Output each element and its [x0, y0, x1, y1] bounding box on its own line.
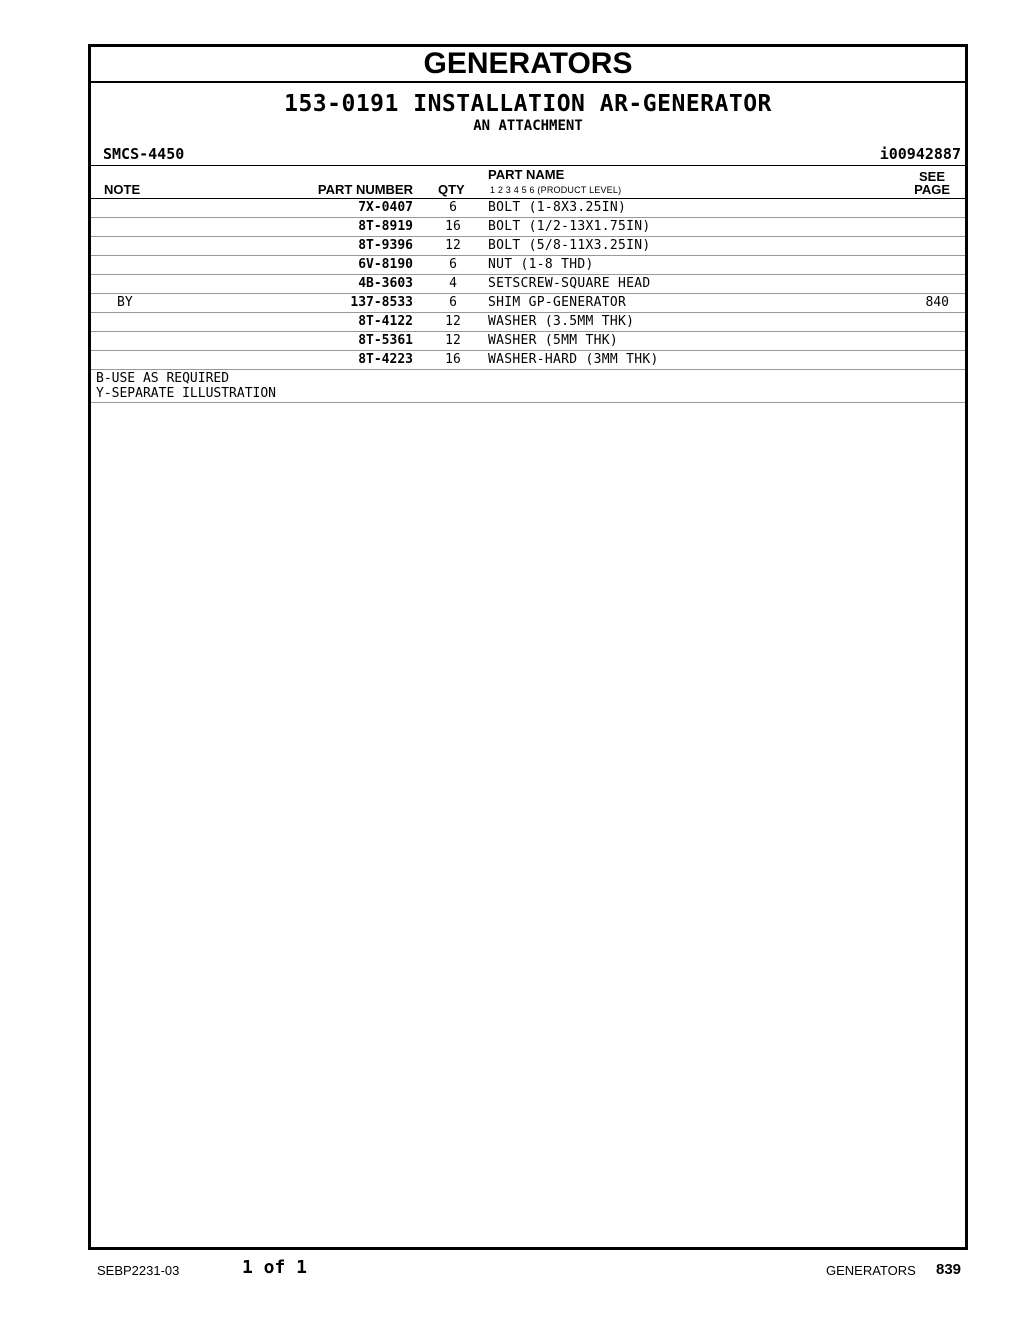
row-part-number: 8T-5361	[358, 333, 413, 348]
header-note: NOTE	[104, 182, 141, 197]
notes-legend	[91, 370, 965, 403]
section-title: GENERATORS	[91, 47, 965, 83]
table-row	[91, 294, 965, 313]
header-product-levels: 1 2 3 4 5 6 (PRODUCT LEVEL)	[490, 185, 622, 195]
row-qty: 16	[445, 219, 461, 234]
row-part-name: NUT (1-8 THD)	[488, 257, 594, 272]
row-qty: 4	[449, 276, 457, 291]
row-part-number: 7X-0407	[358, 200, 413, 215]
parts-table-body	[91, 199, 965, 370]
header-part-name: PART NAME	[488, 167, 565, 182]
table-row	[91, 332, 965, 351]
header-qty: QTY	[438, 182, 465, 197]
note-line: B-USE AS REQUIRED	[96, 371, 230, 386]
row-part-name: WASHER-HARD (3MM THK)	[488, 352, 659, 367]
table-row	[91, 256, 965, 275]
row-part-name: WASHER (5MM THK)	[488, 333, 619, 348]
page-footer	[0, 1254, 1020, 1284]
parts-list-frame	[88, 44, 968, 1250]
row-part-name: SHIM GP-GENERATOR	[488, 295, 627, 310]
row-see-page: 840	[925, 295, 949, 310]
row-part-number: 8T-8919	[358, 219, 413, 234]
row-qty: 16	[445, 352, 461, 367]
row-part-number: 8T-9396	[358, 238, 413, 253]
row-part-name: SETSCREW-SQUARE HEAD	[488, 276, 651, 291]
row-part-name: WASHER (3.5MM THK)	[488, 314, 635, 329]
header-see: SEE	[918, 169, 945, 184]
table-header	[91, 166, 965, 199]
header-part-number: PART NUMBER	[317, 182, 413, 197]
row-qty: 6	[449, 200, 457, 215]
row-qty: 12	[445, 333, 461, 348]
smcs-code: SMCS-4450	[103, 145, 185, 163]
row-part-number: 6V-8190	[358, 257, 413, 272]
smcs-row	[91, 143, 965, 166]
row-part-name: BOLT (5/8-11X3.25IN)	[488, 238, 651, 253]
row-qty: 6	[449, 295, 457, 310]
group-title: 153-0191 INSTALLATION AR-GENERATOR	[284, 91, 772, 117]
row-part-number: 4B-3603	[358, 276, 413, 291]
row-qty: 12	[445, 314, 461, 329]
footer-document-number: SEBP2231-03	[97, 1263, 180, 1278]
row-part-name: BOLT (1/2-13X1.75IN)	[488, 219, 651, 234]
table-row	[91, 313, 965, 332]
footer-section: GENERATORS	[826, 1263, 916, 1278]
row-part-number: 8T-4122	[358, 314, 413, 329]
table-row	[91, 199, 965, 218]
table-row	[91, 351, 965, 370]
group-subtitle: AN ATTACHMENT	[473, 118, 583, 134]
table-row	[91, 218, 965, 237]
table-row	[91, 237, 965, 256]
note-line: Y-SEPARATE ILLUSTRATION	[96, 386, 277, 401]
row-qty: 6	[449, 257, 457, 272]
row-part-name: BOLT (1-8X3.25IN)	[488, 200, 627, 215]
footer-page-number: 839	[936, 1261, 962, 1278]
header-page: PAGE	[914, 182, 950, 197]
row-qty: 12	[445, 238, 461, 253]
row-part-number: 8T-4223	[358, 352, 413, 367]
illustration-id: i00942887	[879, 145, 961, 163]
row-part-number: 137-8533	[350, 295, 413, 310]
row-note: BY	[117, 295, 133, 310]
table-row	[91, 275, 965, 294]
footer-page-of: 1 of 1	[242, 1257, 308, 1278]
